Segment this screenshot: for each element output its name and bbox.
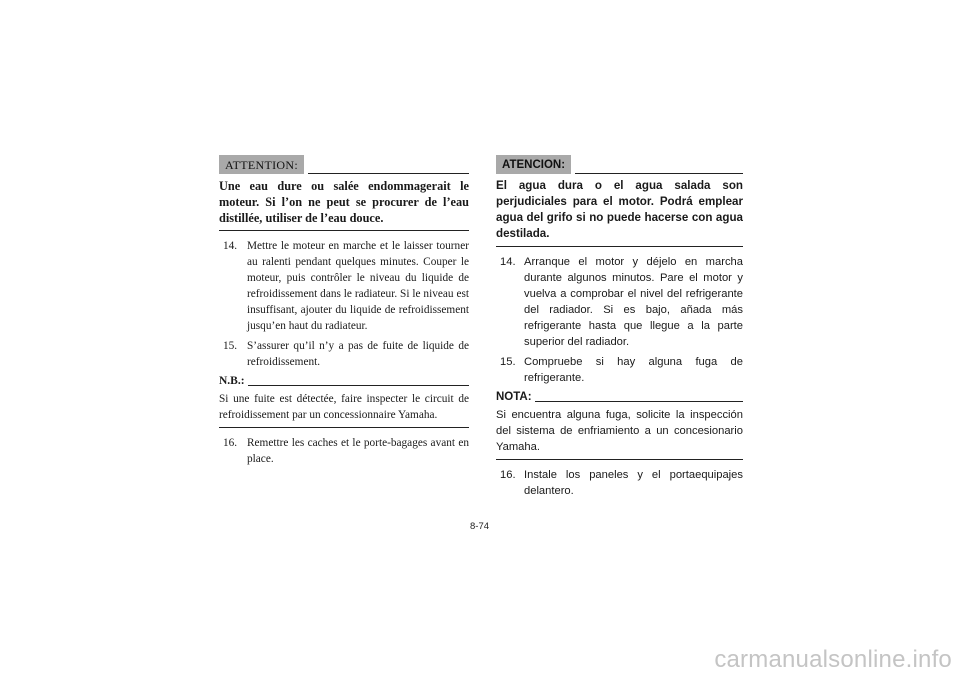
- note-end-rule: [219, 427, 469, 428]
- step-number: 14.: [500, 256, 516, 268]
- steps-list: [496, 467, 743, 499]
- list-item: [496, 254, 743, 350]
- list-item: [219, 338, 469, 370]
- steps-list: [219, 238, 469, 370]
- note-header: [219, 374, 469, 388]
- note-rule: [248, 385, 469, 386]
- note-label: NOTA:: [496, 391, 532, 403]
- step-number: 15.: [500, 356, 516, 368]
- step-number: 16.: [223, 437, 238, 449]
- note-rule: [535, 401, 743, 402]
- list-item: [219, 238, 469, 334]
- note-header: [496, 390, 743, 404]
- caution-rule: [575, 173, 743, 174]
- caution-text: El agua dura o el agua salada son perjudiciales para el motor. Podrá emplear agua del grifo si no puede hacerse con agua destilada.: [496, 179, 743, 240]
- list-item: [496, 354, 743, 386]
- caution-header: [496, 152, 743, 174]
- step-text: S’assurer qu’il n’y a pas de fuite de liquide de refroidissement.: [247, 340, 469, 368]
- page-number: 8-74: [470, 521, 490, 532]
- steps-list: [219, 435, 469, 467]
- note-end-rule: [496, 459, 743, 460]
- french-column: [219, 152, 469, 471]
- caution-header: [219, 152, 469, 174]
- step-number: 16.: [500, 469, 516, 481]
- note-text: Si une fuite est détectée, faire inspecter le circuit de refroidissement par un concessionnaire Yamaha.: [219, 393, 469, 421]
- step-text: Compruebe si hay alguna fuga de refrigerante.: [524, 356, 743, 384]
- caution-label: ATTENTION:: [219, 155, 304, 174]
- caution-end-rule: [219, 230, 469, 231]
- step-text: Arranque el motor y déjelo en marcha durante algunos minutos. Pare el motor y vuelva a comprobar el nivel del refrigerante del radiador. Si es bajo, añada más refrigerante hasta que llegue a la parte superior del radiador.: [524, 256, 743, 348]
- note-label: N.B.:: [219, 375, 245, 387]
- step-number: 14.: [223, 240, 238, 252]
- caution-text: Une eau dure ou salée endommagerait le moteur. Si l’on ne peut se procurer de l’eau distillée, utiliser de l’eau douce.: [219, 179, 469, 225]
- caution-rule: [308, 173, 469, 174]
- step-number: 15.: [223, 340, 238, 352]
- list-item: [496, 467, 743, 499]
- note-text: Si encuentra alguna fuga, solicite la inspección del sistema de enfriamiento a un concesionario Yamaha.: [496, 409, 743, 453]
- caution-label: ATENCION:: [496, 155, 571, 174]
- step-text: Remettre les caches et le porte-bagages avant en place.: [247, 437, 469, 465]
- spanish-column: [496, 152, 743, 503]
- watermark: carmanualsonline.info: [714, 646, 952, 673]
- steps-list: [496, 254, 743, 386]
- step-text: Instale los paneles y el portaequipajes delantero.: [524, 469, 743, 497]
- caution-end-rule: [496, 246, 743, 247]
- step-text: Mettre le moteur en marche et le laisser tourner au ralenti pendant quelques minutes. Couper le moteur, puis contrôler le niveau du liquide de refroidissement dans le radiateur. Si le niveau est insuffisant, ajouter du liquide de refroidissement jusqu’en haut du radiateur.: [247, 240, 469, 332]
- list-item: [219, 435, 469, 467]
